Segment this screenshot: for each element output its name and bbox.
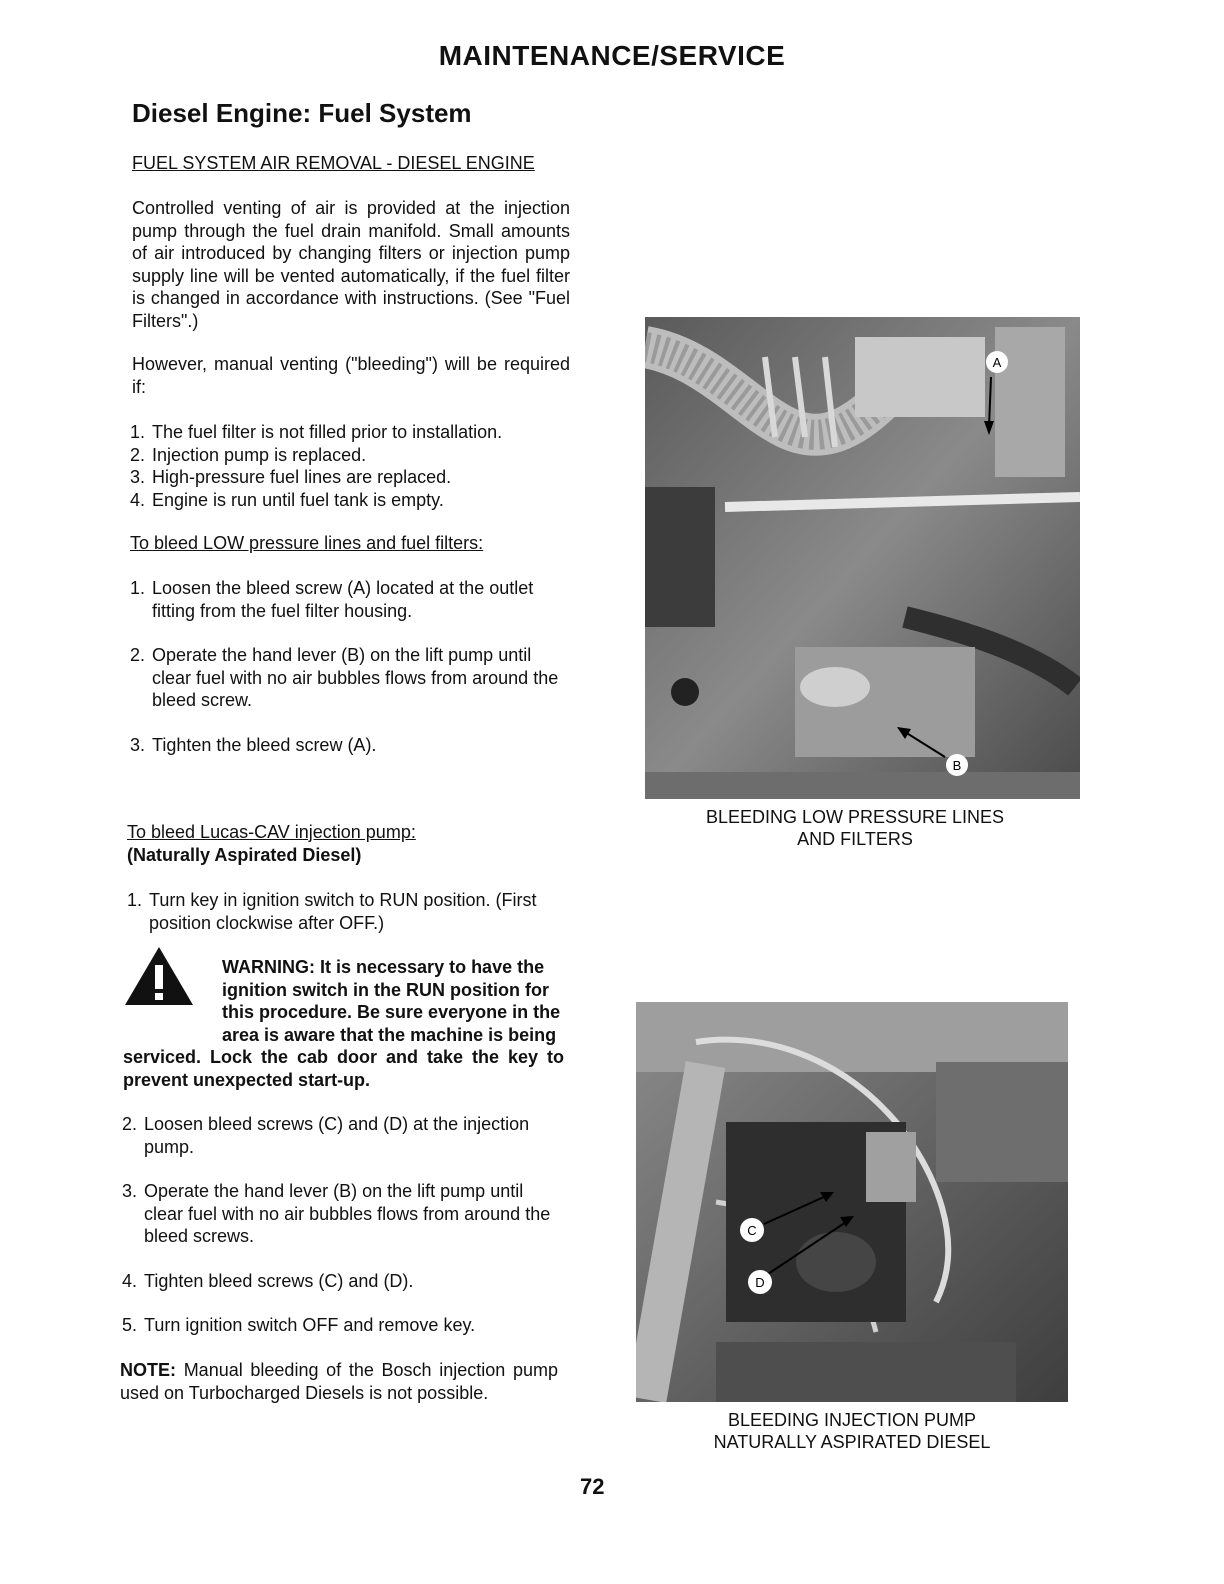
figure-low-pressure-caption	[645, 806, 1065, 850]
list-item	[122, 1113, 562, 1158]
list-item	[130, 421, 570, 444]
list-text: Operate the hand lever (B) on the lift pump until clear fuel with no air bubbles flows from around the bleed screws.	[144, 1181, 551, 1246]
list-number: 3.	[130, 467, 146, 487]
note-text: Manual bleeding of the Bosch injection pump used on Turbocharged Diesels is not possible.	[120, 1360, 558, 1403]
list-number: 2.	[130, 444, 146, 465]
list-item	[130, 644, 570, 712]
figure-label-d: D	[755, 1275, 765, 1290]
list-item	[122, 1270, 562, 1293]
warning-line: ignition switch in the RUN position for	[222, 979, 549, 1000]
venting-paragraph: However, manual venting ("bleeding") will be required if:	[132, 354, 570, 397]
list-number: 4.	[122, 1270, 138, 1291]
list-item	[122, 1180, 562, 1248]
list-item	[130, 734, 570, 757]
page-number: 72	[580, 1474, 605, 1499]
air-removal-paragraph: Controlled venting of air is provided at the injection pump through the fuel drain manifold. Small amounts of air introduced by changing filters or injection pump supply line will be vented automatically, if the fuel filter is changed in accordance with instructions. (See "Fuel Filters".)	[132, 198, 570, 331]
air-removal-heading: FUEL SYSTEM AIR REMOVAL - DIESEL ENGINE	[132, 153, 535, 173]
list-text: Tighten the bleed screw (A).	[152, 734, 377, 755]
warning-tail: serviced. Lock the cab door and take the key to prevent unexpected start-up.	[123, 1047, 564, 1090]
injection-pump-heading: To bleed Lucas-CAV injection pump:	[127, 822, 416, 842]
list-text: Turn key in ignition switch to RUN position. (First position clockwise after OFF.)	[149, 890, 537, 933]
injection-pump-subheading: (Naturally Aspirated Diesel)	[127, 845, 362, 865]
warning-line: area is aware that the machine is being	[222, 1024, 557, 1045]
section-title: Diesel Engine: Fuel System	[132, 98, 472, 128]
note-label: NOTE:	[120, 1360, 176, 1380]
warning-line: this procedure. Be sure everyone in the	[222, 1002, 561, 1022]
figure-injection-pump-photo	[636, 1002, 1068, 1402]
list-text: Tighten bleed screws (C) and (D).	[144, 1270, 414, 1291]
injection-steps	[122, 1113, 562, 1337]
list-item	[130, 466, 570, 489]
low-pressure-heading: To bleed LOW pressure lines and fuel filters:	[130, 533, 484, 553]
list-text: Loosen bleed screws (C) and (D) at the injection pump.	[144, 1114, 530, 1157]
list-number: 1.	[127, 890, 143, 910]
list-item	[122, 1314, 562, 1337]
figure-label-a: A	[992, 355, 1002, 370]
list-number: 1.	[130, 578, 146, 598]
caption-line: BLEEDING LOW PRESSURE LINES	[705, 807, 1005, 827]
list-number: 3.	[122, 1181, 138, 1201]
list-item	[130, 577, 570, 622]
list-item	[127, 889, 570, 934]
conditions-list	[130, 421, 570, 511]
list-number: 2.	[122, 1114, 138, 1134]
caption-line: BLEEDING INJECTION PUMP	[727, 1410, 977, 1430]
figure-label-c: C	[747, 1223, 757, 1238]
list-number: 5.	[122, 1315, 138, 1335]
engine-photo-illustration	[645, 317, 1080, 799]
caption-line: AND FILTERS	[797, 829, 913, 849]
figure-injection-pump-caption	[636, 1409, 1068, 1453]
list-text: High-pressure fuel lines are replaced.	[152, 467, 452, 487]
list-text: Injection pump is replaced.	[152, 444, 367, 465]
list-number: 2.	[130, 645, 146, 665]
figure-label-b: B	[952, 758, 962, 773]
list-item	[130, 444, 570, 467]
list-text: The fuel filter is not filled prior to installation.	[152, 422, 503, 442]
page-header: MAINTENANCE/SERVICE	[438, 40, 786, 71]
low-pressure-steps	[130, 577, 570, 756]
list-item	[130, 489, 570, 512]
warning-icon	[123, 945, 195, 1007]
warning-text	[222, 956, 564, 1046]
warning-line: WARNING: It is necessary to have the	[222, 957, 545, 977]
list-text: Operate the hand lever (B) on the lift pump until clear fuel with no air bubbles flows from around the bleed screw.	[152, 645, 559, 710]
injection-step-1	[127, 889, 570, 934]
list-text: Engine is run until fuel tank is empty.	[152, 489, 444, 510]
list-text: Turn ignition switch OFF and remove key.	[144, 1315, 476, 1335]
caption-line: NATURALLY ASPIRATED DIESEL	[713, 1432, 991, 1452]
figure-low-pressure-photo	[645, 317, 1080, 799]
list-number: 4.	[130, 489, 146, 510]
injection-pump-photo-illustration	[636, 1002, 1068, 1402]
list-number: 1.	[130, 422, 146, 442]
list-text: Loosen the bleed screw (A) located at the outlet fitting from the fuel filter housing.	[152, 578, 534, 621]
note	[120, 1359, 558, 1404]
list-number: 3.	[130, 734, 146, 755]
